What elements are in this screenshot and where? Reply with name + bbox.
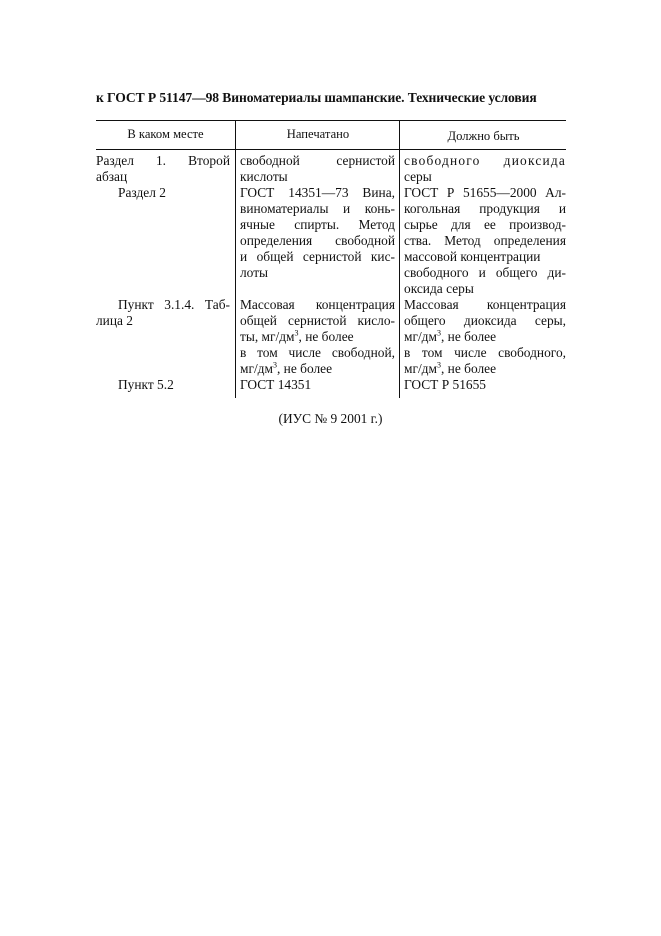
- row4-place: Пункт 5.2: [118, 377, 174, 392]
- row3-printed-line1: Массовая концентрация: [240, 297, 395, 312]
- row3-printed-line4: в том числе свободной,: [240, 345, 395, 360]
- column-divider-1: [235, 120, 236, 398]
- row3-printed-line3: ты, $мг/дм^3$, не более: [240, 328, 354, 344]
- row2-should-line3: сырье для ее производ-: [404, 217, 566, 232]
- row3-printed-line2: общей сернистой кисло-: [240, 313, 395, 328]
- row3-printed-line5: $мг/дм^3$, не более: [240, 360, 333, 376]
- row1-printed-line2: кислоты: [240, 169, 288, 184]
- row1-should-line2: серы: [404, 169, 432, 184]
- row1-should-line1: свободного диоксида: [404, 153, 566, 168]
- row3-should-line1: Массовая концентрация: [404, 297, 566, 312]
- header-bottom-rule: [96, 149, 566, 150]
- row2-printed-line5: и общей сернистой кис-: [240, 249, 395, 264]
- row2-printed-line6: лоты: [240, 265, 269, 280]
- source-note: (ИУС № 9 2001 г.): [278, 411, 383, 426]
- row3-place-line1: Пункт 3.1.4. Таб-: [118, 297, 230, 312]
- row2-printed-line2: виноматериалы и конь-: [240, 201, 395, 216]
- row3-should-line2: общего диоксида серы,: [404, 313, 566, 328]
- row2-should-line2: когольная продукция и: [404, 201, 566, 216]
- header-should-be: Должно быть: [447, 129, 520, 143]
- header-place: В каком месте: [127, 127, 204, 141]
- row1-place-line1: Раздел 1. Второй: [96, 153, 230, 168]
- row2-printed-line1: ГОСТ 14351—73 Вина,: [240, 185, 395, 200]
- table-top-rule: [96, 120, 566, 121]
- row2-should-line1: ГОСТ Р 51655—2000 Ал-: [404, 185, 566, 200]
- row2-should-line5: массовой концентрации: [404, 249, 541, 264]
- row2-printed-line3: ячные спирты. Метод: [240, 217, 395, 232]
- column-divider-2: [399, 120, 400, 398]
- row2-place: Раздел 2: [118, 185, 166, 200]
- row2-should-line6: свободного и общего ди-: [404, 265, 566, 280]
- row2-should-line7: оксида серы: [404, 281, 474, 296]
- row2-should-line4: ства. Метод определения: [404, 233, 566, 248]
- row2-printed-line4: определения свободной: [240, 233, 395, 248]
- header-printed: Напечатано: [286, 127, 350, 141]
- row3-place-line2: лица 2: [96, 313, 134, 328]
- row3-should-line5: $мг/дм^3$, не более: [404, 360, 497, 376]
- row1-place-line2: абзац: [96, 169, 128, 184]
- row1-printed-line1: свободной сернистой: [240, 153, 395, 168]
- row3-should-line3: $мг/дм^3$, не более: [404, 328, 497, 344]
- row4-printed: ГОСТ 14351: [240, 377, 312, 392]
- row4-should: ГОСТ Р 51655: [404, 377, 486, 392]
- row3-should-line4: в том числе свободного,: [404, 345, 566, 360]
- amendment-title: к ГОСТ Р 51147—98 Виноматериалы шампанские. Технические условия: [96, 90, 537, 105]
